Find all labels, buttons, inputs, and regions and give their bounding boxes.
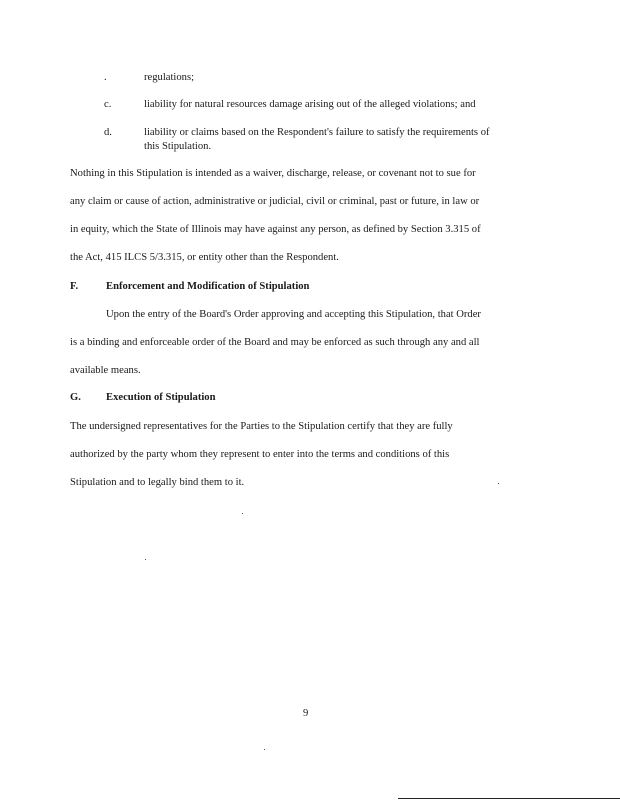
paragraph-line: Upon the entry of the Board's Order approving and accepting this Stipulation, that Order [106,309,481,320]
page-number: 9 [303,708,309,719]
bottom-rule [398,798,620,799]
list-item-marker: d. [104,127,112,138]
paragraph-line: Nothing in this Stipulation is intended as a waiver, discharge, release, or covenant not to sue for [70,168,476,179]
paragraph-line: the Act, 415 ILCS 5/3.315, or entity other than the Respondent. [70,252,339,263]
scan-speck [145,559,146,560]
paragraph-line: in equity, which the State of Illinois may have against any person, as defined by Section 3.315 of [70,224,481,235]
paragraph-line: authorized by the party whom they represent to enter into the terms and conditions of this [70,449,450,460]
scan-speck [264,749,265,750]
scan-speck [498,483,499,484]
section-g-heading: Execution of Stipulation [106,392,216,403]
section-f-heading: Enforcement and Modification of Stipulation [106,281,310,292]
paragraph-line: Stipulation and to legally bind them to it. [70,477,245,488]
paragraph-line: The undersigned representatives for the Parties to the Stipulation certify that they are fully [70,421,453,432]
list-item-text: regulations; [144,72,195,83]
paragraph-line: any claim or cause of action, administrative or judicial, civil or criminal, past or future, in law or [70,196,480,207]
list-item-text-continued: this Stipulation. [144,141,212,152]
list-item-marker: c. [104,99,112,110]
paragraph-line: is a binding and enforceable order of the Board and may be enforced as such through any and all [70,337,480,348]
list-item-text: liability or claims based on the Respondent's failure to satisfy the requirements of [144,127,490,138]
list-item-text: liability for natural resources damage arising out of the alleged violations; and [144,99,476,110]
section-g-letter: G. [70,392,81,403]
scan-speck [242,513,243,514]
paragraph-line: available means. [70,365,141,376]
section-f-letter: F. [70,281,79,292]
list-item-marker: . [104,72,107,83]
